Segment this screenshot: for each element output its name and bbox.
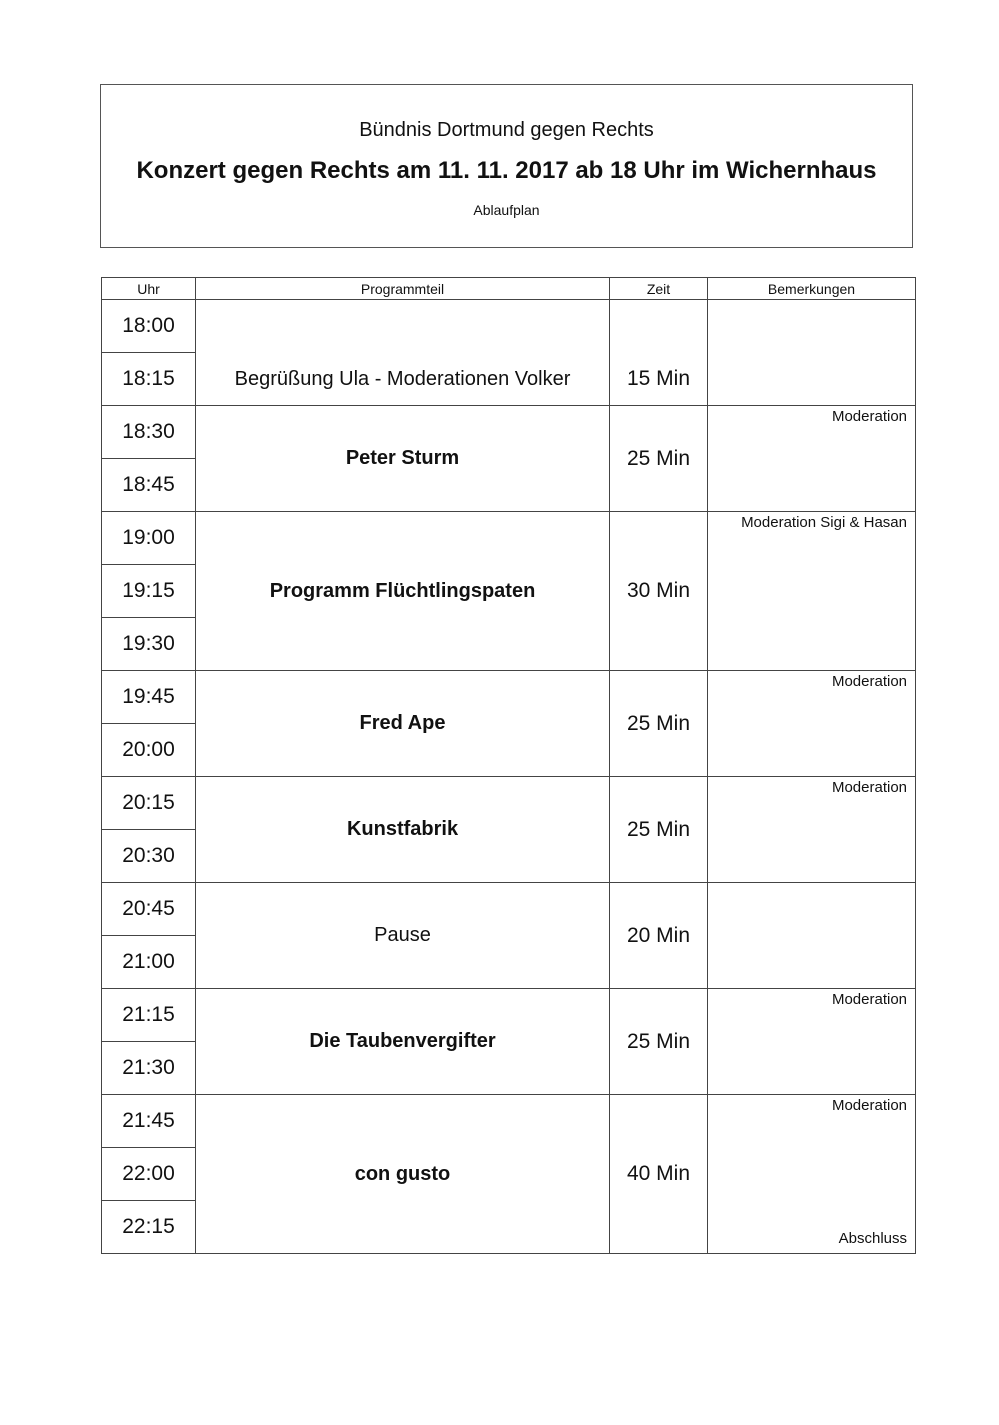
time-cell: 20:00 [102, 724, 196, 777]
table-row [102, 512, 916, 565]
remark-text: Moderation [831, 408, 907, 425]
duration-cell: 25 Min [610, 989, 708, 1095]
duration-cell: 25 Min [610, 777, 708, 883]
time-cell: 18:30 [102, 406, 196, 459]
table-row [102, 777, 916, 830]
table-row [102, 989, 916, 1042]
remark-cell [708, 777, 916, 883]
time-cell: 21:15 [102, 989, 196, 1042]
column-header-remarks: Bemerkungen [708, 278, 916, 300]
time-cell: 19:00 [102, 512, 196, 565]
program-cell: con gusto [196, 1095, 610, 1254]
remark-text: Moderation [831, 779, 907, 796]
time-cell: 21:00 [102, 936, 196, 989]
time-cell: 22:00 [102, 1148, 196, 1201]
time-cell: 18:45 [102, 459, 196, 512]
duration-cell: 25 Min [610, 406, 708, 512]
table-row [102, 883, 916, 936]
duration-cell: 25 Min [610, 671, 708, 777]
remark-cell [708, 883, 916, 989]
duration-cell: 40 Min [610, 1095, 708, 1254]
time-cell: 21:45 [102, 1095, 196, 1148]
program-cell: Programm Flüchtlingspaten [196, 512, 610, 671]
time-cell: 19:15 [102, 565, 196, 618]
remark-cell [708, 406, 916, 512]
page-subtitle: Ablaufplan [473, 202, 540, 218]
table-row [102, 300, 916, 353]
time-cell: 19:45 [102, 671, 196, 724]
table-row [102, 671, 916, 724]
duration-cell: 30 Min [610, 512, 708, 671]
remark-text [716, 300, 907, 302]
remark-cell [708, 512, 916, 671]
remark-cell [708, 300, 916, 406]
header-box [100, 84, 913, 248]
schedule-table [101, 277, 916, 1254]
time-cell: 18:15 [102, 353, 196, 406]
program-cell: Pause [196, 883, 610, 989]
remark-text [716, 883, 907, 885]
time-cell: 18:00 [102, 300, 196, 353]
program-cell: Peter Sturm [196, 406, 610, 512]
column-header-time: Uhr [102, 278, 196, 300]
time-cell: 21:30 [102, 1042, 196, 1095]
table-row [102, 1095, 916, 1148]
program-cell: Die Taubenvergifter [196, 989, 610, 1095]
remark-cell [708, 1095, 916, 1254]
program-cell: Begrüßung Ula - Moderationen Volker [196, 300, 610, 406]
column-header-duration: Zeit [610, 278, 708, 300]
time-cell: 19:30 [102, 618, 196, 671]
remark-text: Moderation [831, 991, 907, 1008]
remark-text: Moderation [831, 1097, 907, 1114]
remark-text: Moderation [831, 673, 907, 690]
duration-cell: 15 Min [610, 300, 708, 406]
time-cell: 20:45 [102, 883, 196, 936]
column-header-program: Programmteil [196, 278, 610, 300]
remark-cell [708, 989, 916, 1095]
remark-cell [708, 671, 916, 777]
time-cell: 22:15 [102, 1201, 196, 1254]
program-cell: Kunstfabrik [196, 777, 610, 883]
program-cell: Fred Ape [196, 671, 610, 777]
organization-name: Bündnis Dortmund gegen Rechts [359, 119, 654, 141]
table-header-row [102, 278, 916, 300]
time-cell: 20:30 [102, 830, 196, 883]
remark-text: Moderation Sigi & Hasan [741, 514, 907, 531]
duration-cell: 20 Min [610, 883, 708, 989]
time-cell: 20:15 [102, 777, 196, 830]
remark-closing-text: Abschluss [838, 1230, 907, 1247]
table-row [102, 406, 916, 459]
page-title: Konzert gegen Rechts am 11. 11. 2017 ab 18 Uhr im Wichernhaus [136, 157, 877, 184]
